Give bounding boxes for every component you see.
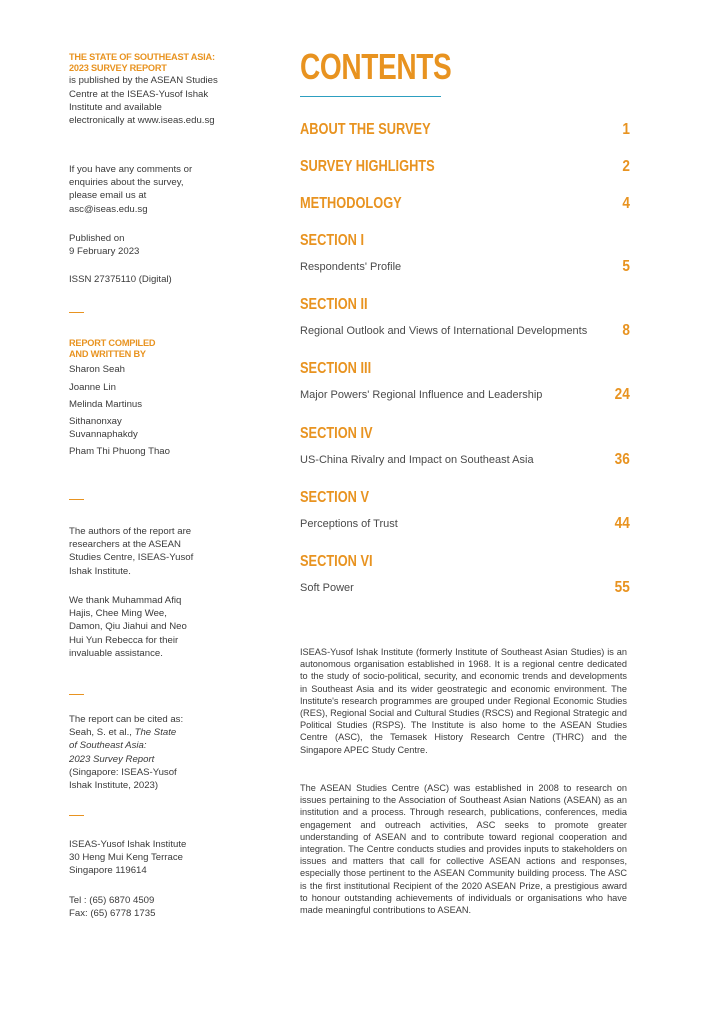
divider (69, 815, 84, 816)
published-label: Published on (69, 233, 125, 244)
toc-heading[interactable]: SECTION II (300, 296, 368, 313)
toc-page-number: 4 (622, 195, 630, 212)
toc-subtitle[interactable]: Respondents' Profile (300, 261, 402, 273)
toc-subtitle[interactable]: US-China Rivalry and Impact on Southeast Asia (300, 454, 534, 466)
toc-entry[interactable] (300, 194, 630, 214)
toc-page-number: 55 (614, 579, 630, 596)
publication-heading-line-1: THE STATE OF SOUTHEAST ASIA: (69, 52, 215, 62)
toc-subtitle[interactable]: Soft Power (300, 582, 354, 594)
toc-subtitle[interactable]: Regional Outlook and Views of International Developments (300, 325, 588, 337)
telephone: Tel : (65) 6870 4509 (69, 895, 155, 906)
citation-title-1: The State (134, 727, 177, 739)
toc-page-number: 2 (622, 158, 630, 175)
comments-info: If you have any comments or enquiries about the survey, please email us at asc@iseas.edu.sg (69, 164, 193, 215)
citation-publisher: (Singapore: ISEAS-Yusof Ishak Institute, 2023) (69, 766, 177, 792)
toc-subtitle[interactable]: Major Powers' Regional Influence and Leadership (300, 389, 543, 401)
toc-page-number: 24 (614, 386, 630, 403)
address-line-2: 30 Heng Mui Keng Terrace (69, 852, 183, 864)
toc-entry[interactable] (300, 295, 630, 338)
citation-authors: Seah, S. et al., (69, 727, 132, 739)
toc-page-number: 1 (622, 121, 630, 138)
authors-block (69, 338, 219, 459)
page-title: CONTENTS (300, 46, 452, 87)
toc-page-number: 36 (614, 451, 630, 468)
toc-heading[interactable]: SECTION IV (300, 425, 373, 442)
toc-heading[interactable]: SECTION III (300, 360, 372, 377)
toc-entry[interactable] (300, 120, 630, 140)
thanks-note: We thank Muhammad Afiq Hajis, Chee Ming Wee, Damon, Qiu Jiahui and Neo Hui Yun Rebecca for their invaluable assistance. (69, 595, 187, 659)
address-line-3: Singapore 119614 (69, 865, 147, 877)
toc-subtitle[interactable]: Perceptions of Trust (300, 518, 398, 530)
toc-heading[interactable]: SECTION I (300, 232, 365, 249)
toc-entry[interactable] (300, 231, 630, 274)
toc-entry[interactable] (300, 424, 630, 467)
fax: Fax: (65) 6778 1735 (69, 908, 156, 920)
toc-heading[interactable]: SECTION VI (300, 553, 373, 570)
compiled-heading-line-1: REPORT COMPILED (69, 338, 156, 348)
address-line-1: ISEAS-Yusof Ishak Institute (69, 839, 187, 850)
toc-entry[interactable] (300, 488, 630, 531)
issn: ISSN 27375110 (Digital) (69, 274, 172, 285)
divider (69, 499, 84, 500)
title-underline (300, 96, 441, 97)
toc-page-number: 8 (622, 322, 630, 339)
published-date: 9 February 2023 (69, 246, 140, 258)
author-name: Joanne Lin (69, 381, 116, 393)
publication-text: is published by the ASEAN Studies Centre at the ISEAS-Yusof Ishak Institute and available electronically at www.iseas.edu.sg (69, 75, 218, 127)
citation (69, 713, 199, 792)
toc-heading[interactable]: SECTION V (300, 489, 369, 506)
divider (69, 312, 84, 313)
citation-intro: The report can be cited as: (69, 714, 184, 725)
toc-entry[interactable] (300, 359, 630, 402)
compiled-heading-line-2: AND WRITTEN BY (69, 349, 146, 360)
author-name: Pham Thi Phuong Thao (69, 446, 170, 458)
address (69, 838, 219, 878)
iseas-description: ISEAS-Yusof Ishak Institute (formerly Institute of Southeast Asian Studies) is an autonomous organisation established in 1968. It is a regional centre dedicated to the study of socio-political, security, and economic trends and developments in Southeast Asia and its wider geostrategic and economic environment. The Institute's research programmes are grouped under Regional Economic Studies (RES), Regional Social and Cultural Studies (RSCS) and Regional Strategic and Political Studies (RSPS). The Institute is also home to the ASEAN Studies Centre (ASC), the Temasek History Research Centre (THRC) and the Singapore APEC Study Centre. (300, 647, 627, 755)
author-name: Sharon Seah (69, 364, 126, 376)
publication-heading (69, 52, 219, 74)
citation-ref (69, 726, 199, 739)
toc-page-number: 5 (622, 258, 630, 275)
published-info (69, 232, 219, 258)
citation-title-2: of Southeast Asia: (69, 740, 147, 752)
toc-heading[interactable]: SURVEY HIGHLIGHTS (300, 158, 435, 175)
toc-heading[interactable]: METHODOLOGY (300, 195, 402, 212)
citation-title-3: 2023 Survey Report (69, 753, 155, 765)
researchers-note: The authors of the report are researchers at the ASEAN Studies Centre, ISEAS-Yusof Ishak Institute. (69, 526, 194, 577)
publication-info (69, 52, 219, 127)
toc-heading[interactable]: ABOUT THE SURVEY (300, 121, 431, 138)
divider (69, 694, 84, 695)
compiled-heading (69, 338, 219, 360)
author-name: Sithanonxay Suvannaphakdy (69, 416, 138, 441)
author-name: Melinda Martinus (69, 398, 143, 410)
toc-entry[interactable] (300, 552, 630, 595)
asc-description: The ASEAN Studies Centre (ASC) was established in 2008 to research on issues pertaining to the Association of Southeast Asian Nations (ASEAN) as an institution and a process. Through research, publications, conferences, media engagement and outreach activities, ASC seeks to promote greater understanding of ASEAN and to contribute toward regional cooperation and integration. The Centre conducts studies and provides inputs to stakeholders on issues and matters that call for collective ASEAN actions and responses, especially those pertinent to the ASEAN Community building process. The ASC is the first institutional Recipient of the 2020 ASEAN Prize, a prestigious award to honour outstanding achievements of individuals or organisations who have made meaningful contributions to ASEAN. (300, 783, 627, 916)
contact (69, 894, 219, 920)
publication-heading-line-2: 2023 SURVEY REPORT (69, 63, 167, 74)
toc-entry[interactable] (300, 157, 630, 177)
toc-page-number: 44 (614, 515, 630, 532)
